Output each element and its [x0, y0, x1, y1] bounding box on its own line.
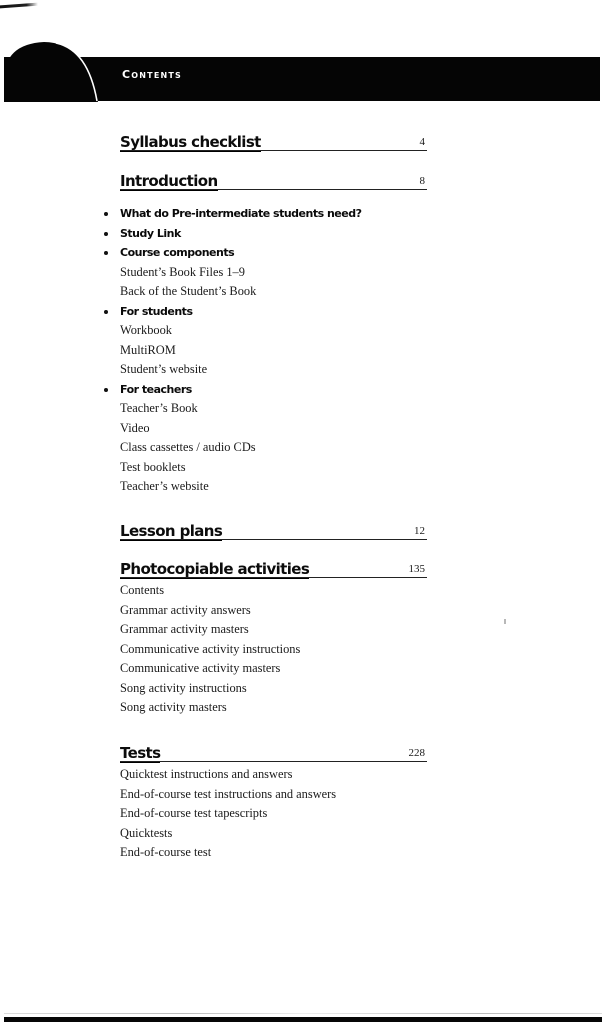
toc-section-lesson-plans[interactable] — [120, 518, 427, 540]
scan-mark-top — [0, 3, 38, 9]
list-item — [120, 477, 427, 497]
page-title-text: Contents — [122, 68, 183, 81]
list-item — [120, 263, 427, 283]
list-item-text: Study Link — [120, 226, 181, 240]
list-item-text: For students — [120, 304, 193, 318]
page-title — [122, 68, 182, 81]
section-heading — [120, 740, 427, 762]
section-title[interactable]: Lesson plans — [120, 521, 223, 540]
toc-section-tests[interactable] — [120, 740, 427, 863]
list-item — [120, 204, 427, 224]
footer-rule — [4, 1017, 602, 1022]
list-item-text: What do Pre-intermediate students need? — [120, 207, 362, 220]
list-item — [120, 785, 427, 805]
section-heading — [120, 518, 427, 540]
list-item-text: End-of-course test tapescripts — [120, 806, 268, 820]
section-items — [120, 204, 427, 497]
list-item — [120, 243, 427, 263]
list-item-text: Quicktests — [120, 825, 173, 840]
list-item-text: Grammar activity answers — [120, 602, 251, 617]
list-item — [120, 843, 427, 863]
section-items — [120, 765, 427, 863]
section-page-number: 4 — [419, 136, 425, 148]
section-page-number: 12 — [414, 525, 425, 537]
list-item — [120, 302, 427, 322]
bullet-icon — [104, 388, 108, 392]
list-item-text: Communicative activity instructions — [120, 641, 301, 656]
list-item-text: Student’s website — [120, 362, 208, 376]
footer-rule-shadow — [4, 1013, 602, 1014]
list-item — [120, 380, 427, 400]
list-item-text: Contents — [120, 583, 165, 597]
list-item — [120, 601, 427, 621]
list-item — [120, 640, 427, 660]
list-item — [120, 765, 427, 785]
list-item-text: Back of the Student’s Book — [120, 284, 257, 298]
list-item — [120, 679, 427, 699]
list-item — [120, 282, 427, 302]
bullet-icon — [104, 212, 108, 216]
list-item-text: End-of-course test instructions and answers — [120, 786, 337, 801]
section-page-number: 228 — [408, 747, 425, 759]
section-heading — [120, 168, 427, 190]
list-item-text: Teacher’s website — [120, 479, 209, 493]
section-items — [120, 581, 427, 718]
list-item-text: MultiROM — [120, 342, 176, 357]
list-item-text: Song activity instructions — [120, 680, 247, 695]
list-item — [120, 341, 427, 361]
list-item — [120, 620, 427, 640]
list-item — [120, 321, 427, 341]
list-item — [120, 360, 427, 380]
list-item-text: Course components — [120, 246, 235, 259]
section-title[interactable]: Syllabus checklist — [120, 132, 261, 151]
section-heading — [120, 556, 427, 578]
list-item-text: Student’s Book Files 1–9 — [120, 264, 245, 279]
list-item — [120, 804, 427, 824]
toc-section-introduction[interactable] — [120, 168, 427, 497]
section-heading — [120, 129, 427, 151]
list-item-text: Workbook — [120, 323, 172, 337]
bullet-icon — [104, 232, 108, 236]
list-item-text: For teachers — [120, 382, 192, 396]
section-page-number: 8 — [419, 175, 425, 187]
list-item — [120, 458, 427, 478]
bullet-icon — [104, 251, 108, 255]
scan-speck — [504, 619, 506, 624]
list-item — [120, 419, 427, 439]
section-page-number: 135 — [408, 563, 425, 575]
bullet-icon — [104, 310, 108, 314]
section-title[interactable]: Introduction — [120, 171, 218, 190]
section-title[interactable]: Tests — [120, 743, 161, 762]
list-item — [120, 224, 427, 244]
toc-section-syllabus-checklist[interactable] — [120, 129, 427, 151]
toc-section-photocopiable-activities[interactable] — [120, 556, 427, 718]
header-arc-icon — [4, 40, 104, 102]
list-item — [120, 399, 427, 419]
list-item-text: Class cassettes / audio CDs — [120, 440, 256, 454]
list-item-text: Test booklets — [120, 459, 186, 474]
section-title[interactable]: Photocopiable activities — [120, 559, 310, 578]
list-item-text: Communicative activity masters — [120, 661, 281, 675]
list-item — [120, 824, 427, 844]
list-item — [120, 698, 427, 718]
list-item-text: End-of-course test — [120, 845, 212, 859]
list-item-text: Teacher’s Book — [120, 401, 198, 415]
list-item-text: Video — [120, 420, 150, 435]
list-item-text: Quicktest instructions and answers — [120, 767, 293, 781]
list-item-text: Song activity masters — [120, 700, 227, 714]
list-item — [120, 659, 427, 679]
list-item-text: Grammar activity masters — [120, 622, 249, 636]
list-item — [120, 438, 427, 458]
list-item — [120, 581, 427, 601]
